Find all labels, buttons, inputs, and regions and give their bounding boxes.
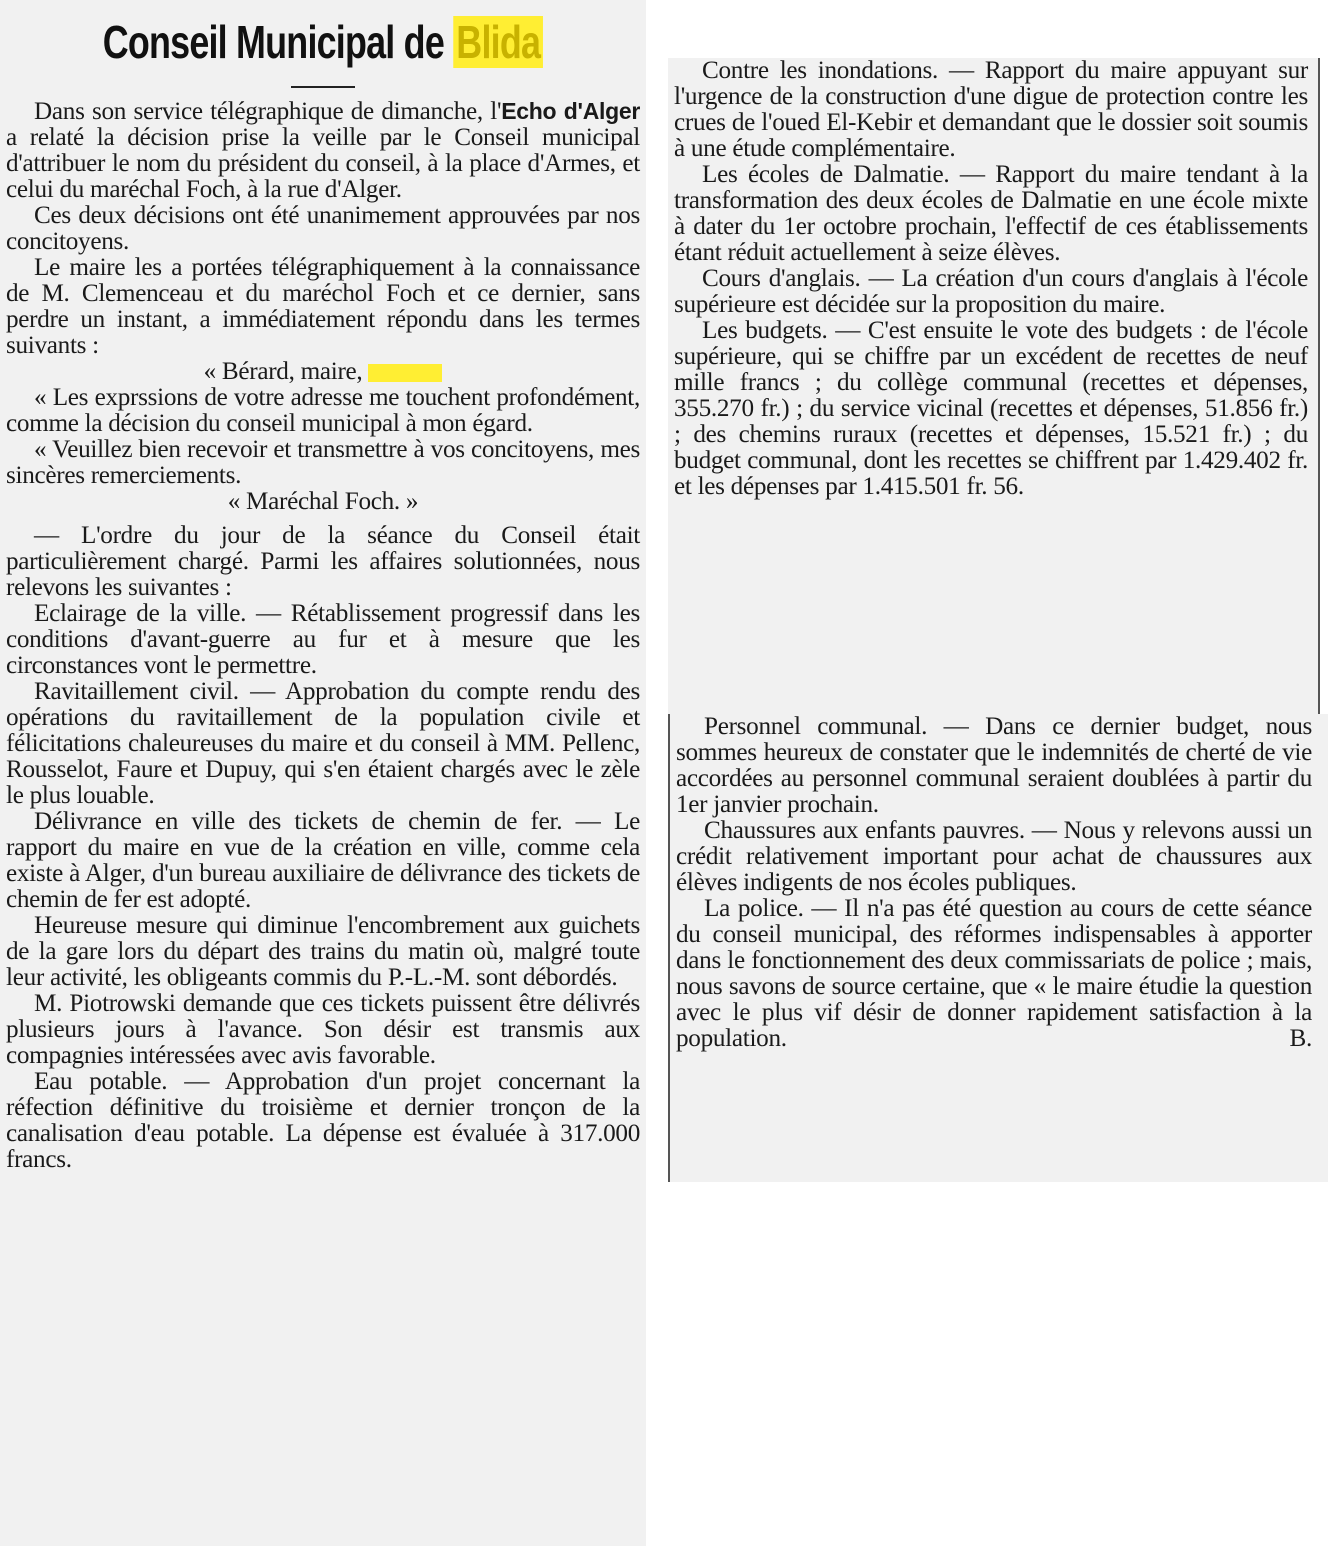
paragraph-budgets: Les budgets. — C'est ensuite le vote des budgets : de l'école supérieure, qui se chiffre par un excédent de recettes de neuf mille francs ; du collège communal (recettes et dépenses, 355.270 fr.) ; du service vicinal (recettes et dépenses, 51.856 fr.) ; des chemins ruraux (recettes et dépenses, 15.521 fr.) ; du budget communal, dont les recettes se chiffrent par 1.429.402 fr. et les dépenses par 1.415.501 fr. 56. [674,317,1308,500]
paragraph-intro: Dans son service télégraphique de dimanche, l'Echo d'Alger a relaté la décision prise la veille par le Conseil municipal d'attribuer le nom du président du conseil, à la place d'Armes, et celui du maréchal Foch, à la rue d'Alger. [6,98,640,203]
redaction-highlight [368,364,442,382]
title-text: Conseil Municipal de [102,16,444,68]
paragraph-telegraph: Le maire les a portées télégraphiquement à la connaissance de M. Clemenceau et du maréchol Foch et ce dernier, sans perdre un instant, a immédiatement répondu dans les termes suivants : [6,254,640,359]
paragraph-piotrowski: M. Piotrowski demande que ces tickets puissent être délivrés plusieurs jours à l'avance. Son désir est transmis aux compagnies intéressées avec avis favorable. [6,990,640,1069]
paragraph-floods: Contre les inondations. — Rapport du maire appuyant sur l'urgence de la construction d'une digue de protection contre les crues de l'oued El-Kebir et demandant que le dossier soit soumis à une étude complémentaire. [674,57,1308,162]
telegram-body-1: « Les exprssions de votre adresse me touchent profondément, comme la décision du conseil municipal à mon égard. [6,384,640,437]
title-highlight: Blida [453,16,543,68]
paragraph-supply: Ravitaillement civil. — Approbation du compte rendu des opérations du ravitaillement de la population civile et félicitations chaleureuses du maire et du conseil à MM. Pellenc, Rousselot, Faure et Dupuy, qui s'en étaient chargés avec le zèle le plus louable. [6,678,640,809]
paragraph-shoes: Chaussures aux enfants pauvres. — Nous y relevons aussi un crédit relativement important pour achat de chaussures aux élèves indigents de nos écoles publiques. [676,817,1312,896]
paragraph-water: Eau potable. — Approbation d'un projet concernant la réfection définitive du troisième et dernier tronçon de la canalisation d'eau potable. La dépense est évaluée à 317.000 francs. [6,1068,640,1173]
article-column-right-bottom [668,714,1328,1182]
paragraph-approval: Ces deux décisions ont été unanimement approuvées par nos concitoyens. [6,202,640,255]
telegram-address: « Bérard, maire, [6,359,640,385]
article-column-right-top [668,58,1320,714]
article-column-left [0,0,646,1546]
paragraph-tickets-comment: Heureuse mesure qui diminue l'encombrement aux guichets de la gare lors du départ des trains du matin où, malgré toute leur activité, les obligeants commis du P.-L.-M. sont débordés. [6,912,640,991]
paragraph-police: La police. — Il n'a pas été question au cours de cette séance du conseil municipal, des réformes indispensables à apporter dans le fonctionnement des deux commissariats de police ; mais, nous savons de source certaine, que « le maire étudie la question avec le plus vif désir de donner rapidement satisfaction à la population. B. [676,895,1312,1052]
paragraph-agenda: — L'ordre du jour de la séance du Conseil était particulièrement chargé. Parmi les affaires solutionnées, nous relevons les suivantes : [6,522,640,601]
paragraph-english: Cours d'anglais. — La création d'un cours d'anglais à l'école supérieure est décidée sur la proposition du maire. [674,265,1308,318]
author-signature: B. [1289,1025,1312,1052]
paragraph-tickets: Délivrance en ville des tickets de chemin de fer. — Le rapport du maire en vue de la création en ville, comme cela existe à Alger, d'un bureau auxiliaire de délivrance des tickets de chemin de fer est adopté. [6,808,640,913]
article-title [76,12,571,72]
telegram-signature: « Maréchal Foch. » [227,488,419,515]
paragraph-personnel: Personnel communal. — Dans ce dernier budget, nous sommes heureux de constater que le indemnités de cherté de vie accordées au personnel communal seraient doublées à partir du 1er janvier prochain. [676,713,1312,818]
source-name: Echo d'Alger [501,98,640,124]
paragraph-lighting: Eclairage de la ville. — Rétablissement progressif dans les conditions d'avant-guerre au fur et à mesure que les circonstances vont le permettre. [6,600,640,679]
telegram-body-2: « Veuillez bien recevoir et transmettre à vos concitoyens, mes sincères remerciements. [6,436,640,489]
paragraph-schools: Les écoles de Dalmatie. — Rapport du maire tendant à la transformation des deux écoles de Dalmatie en une école mixte à dater du 1er octobre prochain, l'effectif de ces établissements étant réduit actuellement à seize élèves. [674,161,1308,266]
title-divider [291,86,355,88]
